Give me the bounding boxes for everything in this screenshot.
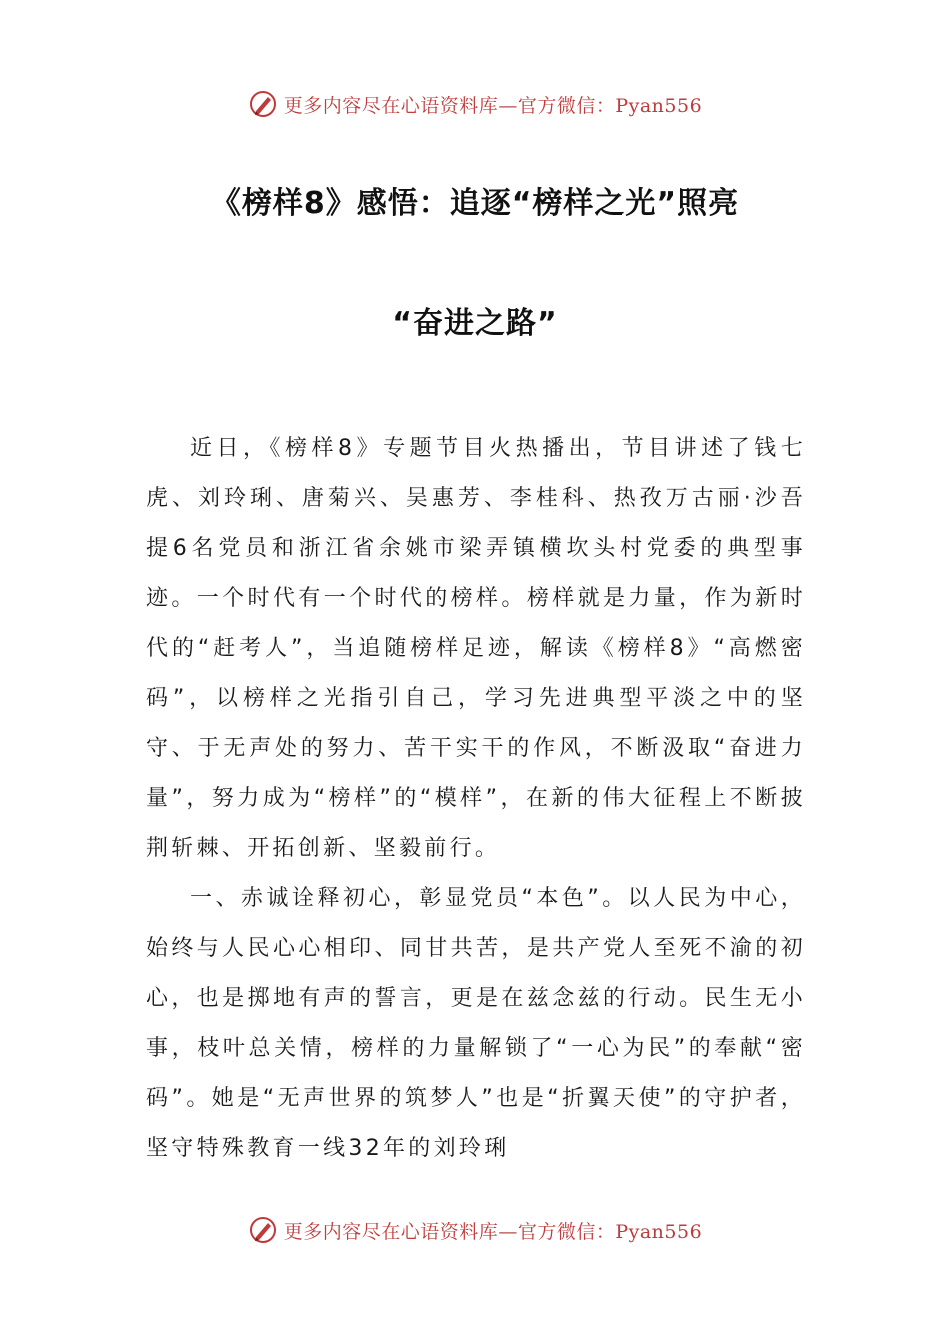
header-wechat-id: Pyan556 (615, 94, 703, 117)
pen-logo-icon (248, 1215, 278, 1245)
footer-banner-text (284, 1217, 702, 1244)
paragraph-1-text: 近日，《榜样8》专题节目火热播出，节目讲述了钱七虎、刘玲琍、唐菊兴、吴惠芳、李桂科、热孜万古丽·沙吾提6名党员和浙江省余姚市梁弄镇横坎头村党委的典型事迹。一个时代有一个时代的榜样。榜样就是力量，作为新时代的“赶考人”，当追随榜样足迹，解读《榜样8》“高燃密码”，以榜样之光指引自己，学习先进典型平淡之中的坚守、于无声处的努力、苦干实干的作风，不断汲取“奋进力量”，努力成为“榜样”的“模样”，在新的伟大征程上不断披荆斩棘、开拓创新、坚毅前行。 (146, 436, 806, 861)
footer-wechat-id: Pyan556 (615, 1220, 703, 1243)
footer-separator: — (498, 1220, 518, 1243)
pen-logo-icon (248, 89, 278, 119)
header-official-label: 官方微信： (517, 94, 616, 117)
header-watermark-banner (0, 86, 950, 122)
body-paragraph-1 (146, 424, 806, 874)
header-brand-text: 更多内容尽在心语资料库 (283, 94, 499, 117)
footer-brand-text: 更多内容尽在心语资料库 (283, 1220, 499, 1243)
footer-watermark-banner (0, 1212, 950, 1248)
body-paragraph-2 (146, 874, 806, 1174)
page-title-line-2: “奋进之路” (392, 306, 558, 341)
paragraph-2-text: 一、赤诚诠释初心，彰显党员“本色”。以人民为中心，始终与人民心心相印、同甘共苦，是共产党人至死不渝的初心，也是掷地有声的誓言，更是在兹念兹的行动。民生无小事，枝叶总关情，榜样的力量解锁了“一心为民”的奉献“密码”。她是“无声世界的筑梦人”也是“折翼天使”的守护者，坚守特殊教育一线32年的刘玲琍 (146, 886, 806, 1161)
page-title-line-1: 《榜样8》感悟：追逐“榜样之光”照亮 (210, 186, 740, 221)
footer-official-label: 官方微信： (517, 1220, 616, 1243)
header-separator: — (498, 94, 518, 117)
header-banner-text (284, 91, 702, 118)
